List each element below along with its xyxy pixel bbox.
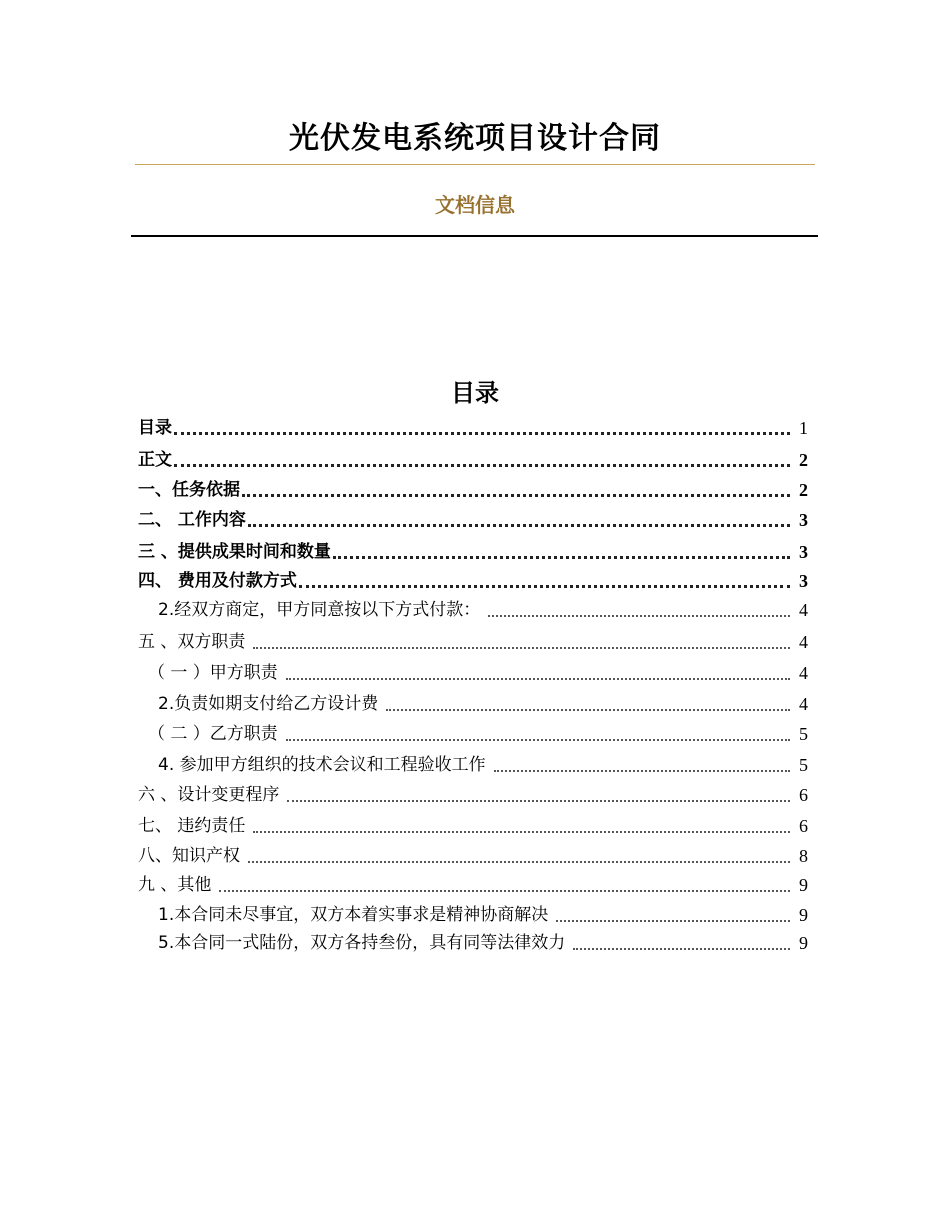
toc-entry-label: 五 、双方职责 [138, 632, 246, 652]
title-divider [135, 164, 815, 165]
toc-entry-page: 3 [799, 571, 808, 591]
toc-entry-page: 6 [799, 816, 808, 836]
toc-entry-page: 2 [799, 450, 808, 470]
toc-entry[interactable] [138, 477, 808, 501]
toc-entry-page: 9 [799, 905, 808, 925]
toc-dot-leader [286, 677, 790, 680]
toc-dot-leader [253, 646, 790, 649]
toc-entry-page: 9 [799, 933, 808, 953]
toc-entry-page: 3 [799, 542, 808, 562]
toc-entry-page: 6 [799, 785, 808, 805]
toc-dot-leader [333, 555, 790, 559]
toc-entry-page: 9 [799, 875, 808, 895]
toc-dot-leader [248, 523, 790, 527]
toc-entry[interactable] [138, 782, 808, 806]
toc-dot-leader [488, 614, 790, 617]
toc-dot-leader [286, 738, 790, 741]
toc-heading: 目录 [451, 379, 499, 407]
toc-entry[interactable] [138, 629, 808, 653]
toc-entry-label: 正文 [138, 450, 172, 470]
toc-entry-label: 2.经双方商定，甲方同意按以下方式付款： [158, 600, 481, 620]
toc-entry[interactable] [138, 415, 808, 439]
toc-entry[interactable] [138, 930, 808, 954]
toc-entry[interactable] [138, 872, 808, 896]
toc-dot-leader [494, 769, 790, 772]
toc-entry-label: 九 、其他 [138, 875, 212, 895]
toc-entry-label: 七、 违约责任 [138, 816, 246, 836]
toc-entry-page: 4 [799, 600, 808, 620]
toc-dot-leader [174, 463, 790, 467]
toc-entry[interactable] [138, 691, 808, 715]
toc-entry-label: （ 二 ）乙方职责 [148, 724, 278, 744]
toc-dot-leader [386, 708, 790, 711]
document-subtitle: 文档信息 [435, 193, 515, 217]
toc-entry[interactable] [138, 660, 808, 684]
toc-entry[interactable] [138, 507, 808, 531]
toc-entry-page: 4 [799, 632, 808, 652]
toc-dot-leader [219, 889, 790, 892]
toc-entry[interactable] [138, 568, 808, 592]
toc-entry[interactable] [138, 752, 808, 776]
toc-entry-label: 2.负责如期支付给乙方设计费 [158, 694, 379, 714]
toc-dot-leader [287, 799, 790, 802]
toc-entry-label: 三 、提供成果时间和数量 [138, 542, 331, 562]
toc-dot-leader [248, 860, 790, 863]
toc-dot-leader [242, 493, 790, 497]
toc-entry-page: 8 [799, 846, 808, 866]
toc-entry-label: （ 一 ）甲方职责 [148, 663, 278, 683]
toc-entry[interactable] [138, 597, 808, 621]
toc-dot-leader [573, 947, 790, 950]
toc-entry-label: 目录 [138, 418, 172, 438]
toc-entry-label: 4. 参加甲方组织的技术会议和工程验收工作 [158, 755, 486, 775]
toc-entry[interactable] [138, 447, 808, 471]
toc-entry-page: 2 [799, 480, 808, 500]
toc-entry-label: 二、 工作内容 [138, 510, 246, 530]
toc-entry-label: 1.本合同未尽事宜，双方本着实事求是精神协商解决 [158, 905, 549, 925]
toc-entry-page: 1 [799, 418, 808, 438]
toc-entry-page: 4 [799, 663, 808, 683]
toc-entry[interactable] [138, 902, 808, 926]
toc-entry-label: 5.本合同一式陆份，双方各持叁份，具有同等法律效力 [158, 933, 566, 953]
toc-entry-label: 六 、设计变更程序 [138, 785, 280, 805]
toc-entry-page: 3 [799, 510, 808, 530]
toc-entry-label: 八、知识产权 [138, 846, 240, 866]
toc-entry-label: 一、任务依据 [138, 480, 240, 500]
toc-dot-leader [556, 919, 790, 922]
toc-entry-page: 5 [799, 755, 808, 775]
toc-entry-page: 5 [799, 724, 808, 744]
toc-entry[interactable] [138, 721, 808, 745]
toc-entry[interactable] [138, 539, 808, 563]
toc-entry[interactable] [138, 843, 808, 867]
toc-dot-leader [174, 431, 790, 435]
toc-entry-label: 四、 费用及付款方式 [138, 571, 297, 591]
toc-entry[interactable] [138, 813, 808, 837]
toc-dot-leader [299, 584, 790, 588]
document-title: 光伏发电系统项目设计合同 [289, 121, 661, 156]
toc-entry-page: 4 [799, 694, 808, 714]
toc-dot-leader [253, 830, 790, 833]
subtitle-divider [131, 235, 818, 237]
